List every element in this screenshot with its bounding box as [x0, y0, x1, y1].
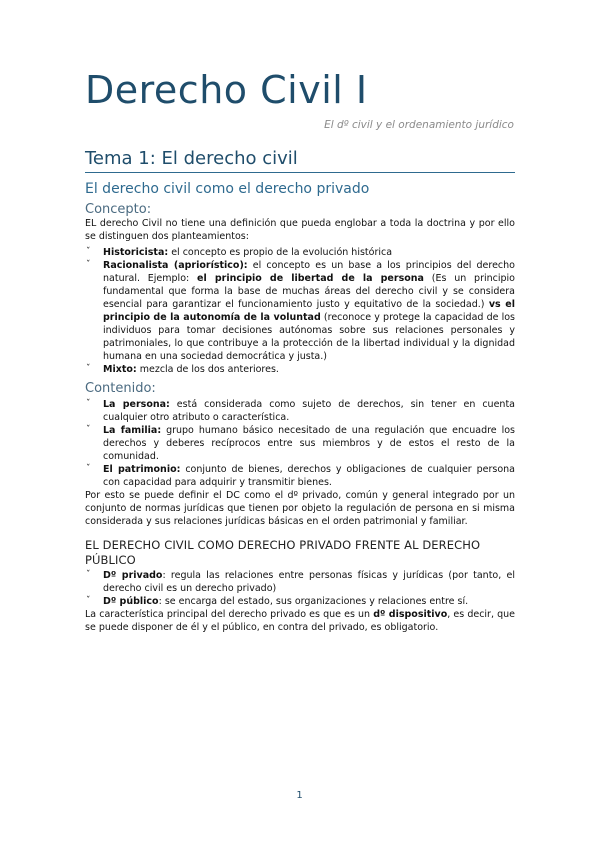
- item-text: grupo humano básico necesitado de una regulación que encuadre los derechos y deberes recíprocos entre sus miembros y de estos el resto de la comunidad.: [103, 425, 515, 462]
- item-text: mezcla de los dos anteriores.: [136, 364, 279, 375]
- document-body: [85, 148, 515, 634]
- item-term: La familia:: [103, 425, 162, 436]
- concepto-intro: EL derecho Civil no tiene una definición que pueda englobar a toda la doctrina y por ello se distinguen dos planteamientos:: [85, 218, 515, 242]
- concepto-heading: Concepto:: [85, 202, 152, 217]
- bullet-icon: ˇ: [86, 596, 91, 606]
- list-item: [85, 398, 515, 424]
- bullet-icon: ˇ: [86, 364, 91, 374]
- item-text: conjunto de bienes, derechos y obligaciones de cualquier persona con capacidad para adquirir y transmitir bienes.: [103, 464, 515, 488]
- bullet-icon: ˇ: [86, 247, 91, 257]
- item-text: (Es un principio fundamental que forma la base de muchas áreas del derecho civil y se considera esencial para garantizar el funcionamiento justo y equitativo de la sociedad.): [103, 273, 515, 310]
- page-number: 1: [296, 790, 303, 801]
- item-text: el concepto es propio de la evolución histórica: [168, 247, 393, 258]
- bullet-icon: ˇ: [86, 570, 91, 580]
- item-term: La persona:: [103, 399, 170, 410]
- contenido-list: [85, 398, 515, 489]
- item-emphasis: vs el principio de la autonomía de la voluntad: [103, 299, 515, 323]
- item-text: : se encarga del estado, sus organizaciones y relaciones entre sí.: [158, 596, 469, 607]
- list-item: [85, 363, 515, 376]
- item-term: El patrimonio:: [103, 464, 181, 475]
- concepto-list: [85, 246, 515, 376]
- frente-list: [85, 569, 515, 608]
- frente-heading: EL DERECHO CIVIL COMO DERECHO PRIVADO FRENTE AL DERECHO PÚBLICO: [85, 538, 481, 567]
- list-item: [85, 463, 515, 489]
- item-emphasis: el principio de libertad de la persona: [197, 273, 424, 284]
- closing-paragraph: [85, 608, 515, 634]
- list-item: [85, 259, 515, 363]
- list-item: [85, 595, 515, 608]
- section-heading: El derecho civil como el derecho privado: [85, 181, 370, 197]
- bullet-icon: ˇ: [86, 260, 91, 270]
- list-item: [85, 569, 515, 595]
- item-text: el concepto es un base a los principios del derecho natural. Ejemplo:: [103, 260, 515, 284]
- list-item: [85, 246, 515, 259]
- list-item: [85, 424, 515, 463]
- item-text: (reconoce y protege la capacidad de los individuos para tomar decisiones autónomas sobre sus relaciones personales y patrimoniales, lo que contribuye a la protección de la libertad individual y la dignidad humana en una sociedad democrática y justa.): [103, 312, 515, 362]
- item-term: Dº público: [103, 596, 159, 607]
- item-term: Dº privado: [103, 570, 163, 581]
- item-text: : regula las relaciones entre personas físicas y jurídicas (por tanto, el derecho civil es un derecho privado): [103, 570, 515, 594]
- document-title: Derecho Civil I: [85, 68, 368, 112]
- closing-text: , es decir, que se puede disponer de él y el público, en contra del privado, es obligatorio.: [85, 609, 516, 633]
- closing-text: La característica principal del derecho privado es que es un: [85, 609, 374, 620]
- contenido-summary: Por esto se puede definir el DC como el dº privado, común y general integrado por un conjunto de normas jurídicas que tienen por objeto la regulación de persona en si misma considerada y sus relaciones jurídicas básicas en el orden patrimonial y familiar.: [85, 490, 515, 527]
- bullet-icon: ˇ: [86, 464, 91, 474]
- item-term: Historicista:: [103, 247, 169, 258]
- item-text: está considerada como sujeto de derechos, sin tener en cuenta cualquier otro atributo o característica.: [103, 399, 515, 423]
- bullet-icon: ˇ: [86, 425, 91, 435]
- bullet-icon: ˇ: [86, 399, 91, 409]
- closing-emphasis: dº dispositivo: [373, 609, 448, 620]
- tema-heading: Tema 1: El derecho civil: [85, 148, 515, 173]
- document-subtitle: El dº civil y el ordenamiento jurídico: [324, 119, 514, 131]
- item-term: Mixto:: [103, 364, 137, 375]
- contenido-heading: Contenido:: [85, 381, 156, 396]
- item-term: Racionalista (apriorístico):: [103, 260, 248, 271]
